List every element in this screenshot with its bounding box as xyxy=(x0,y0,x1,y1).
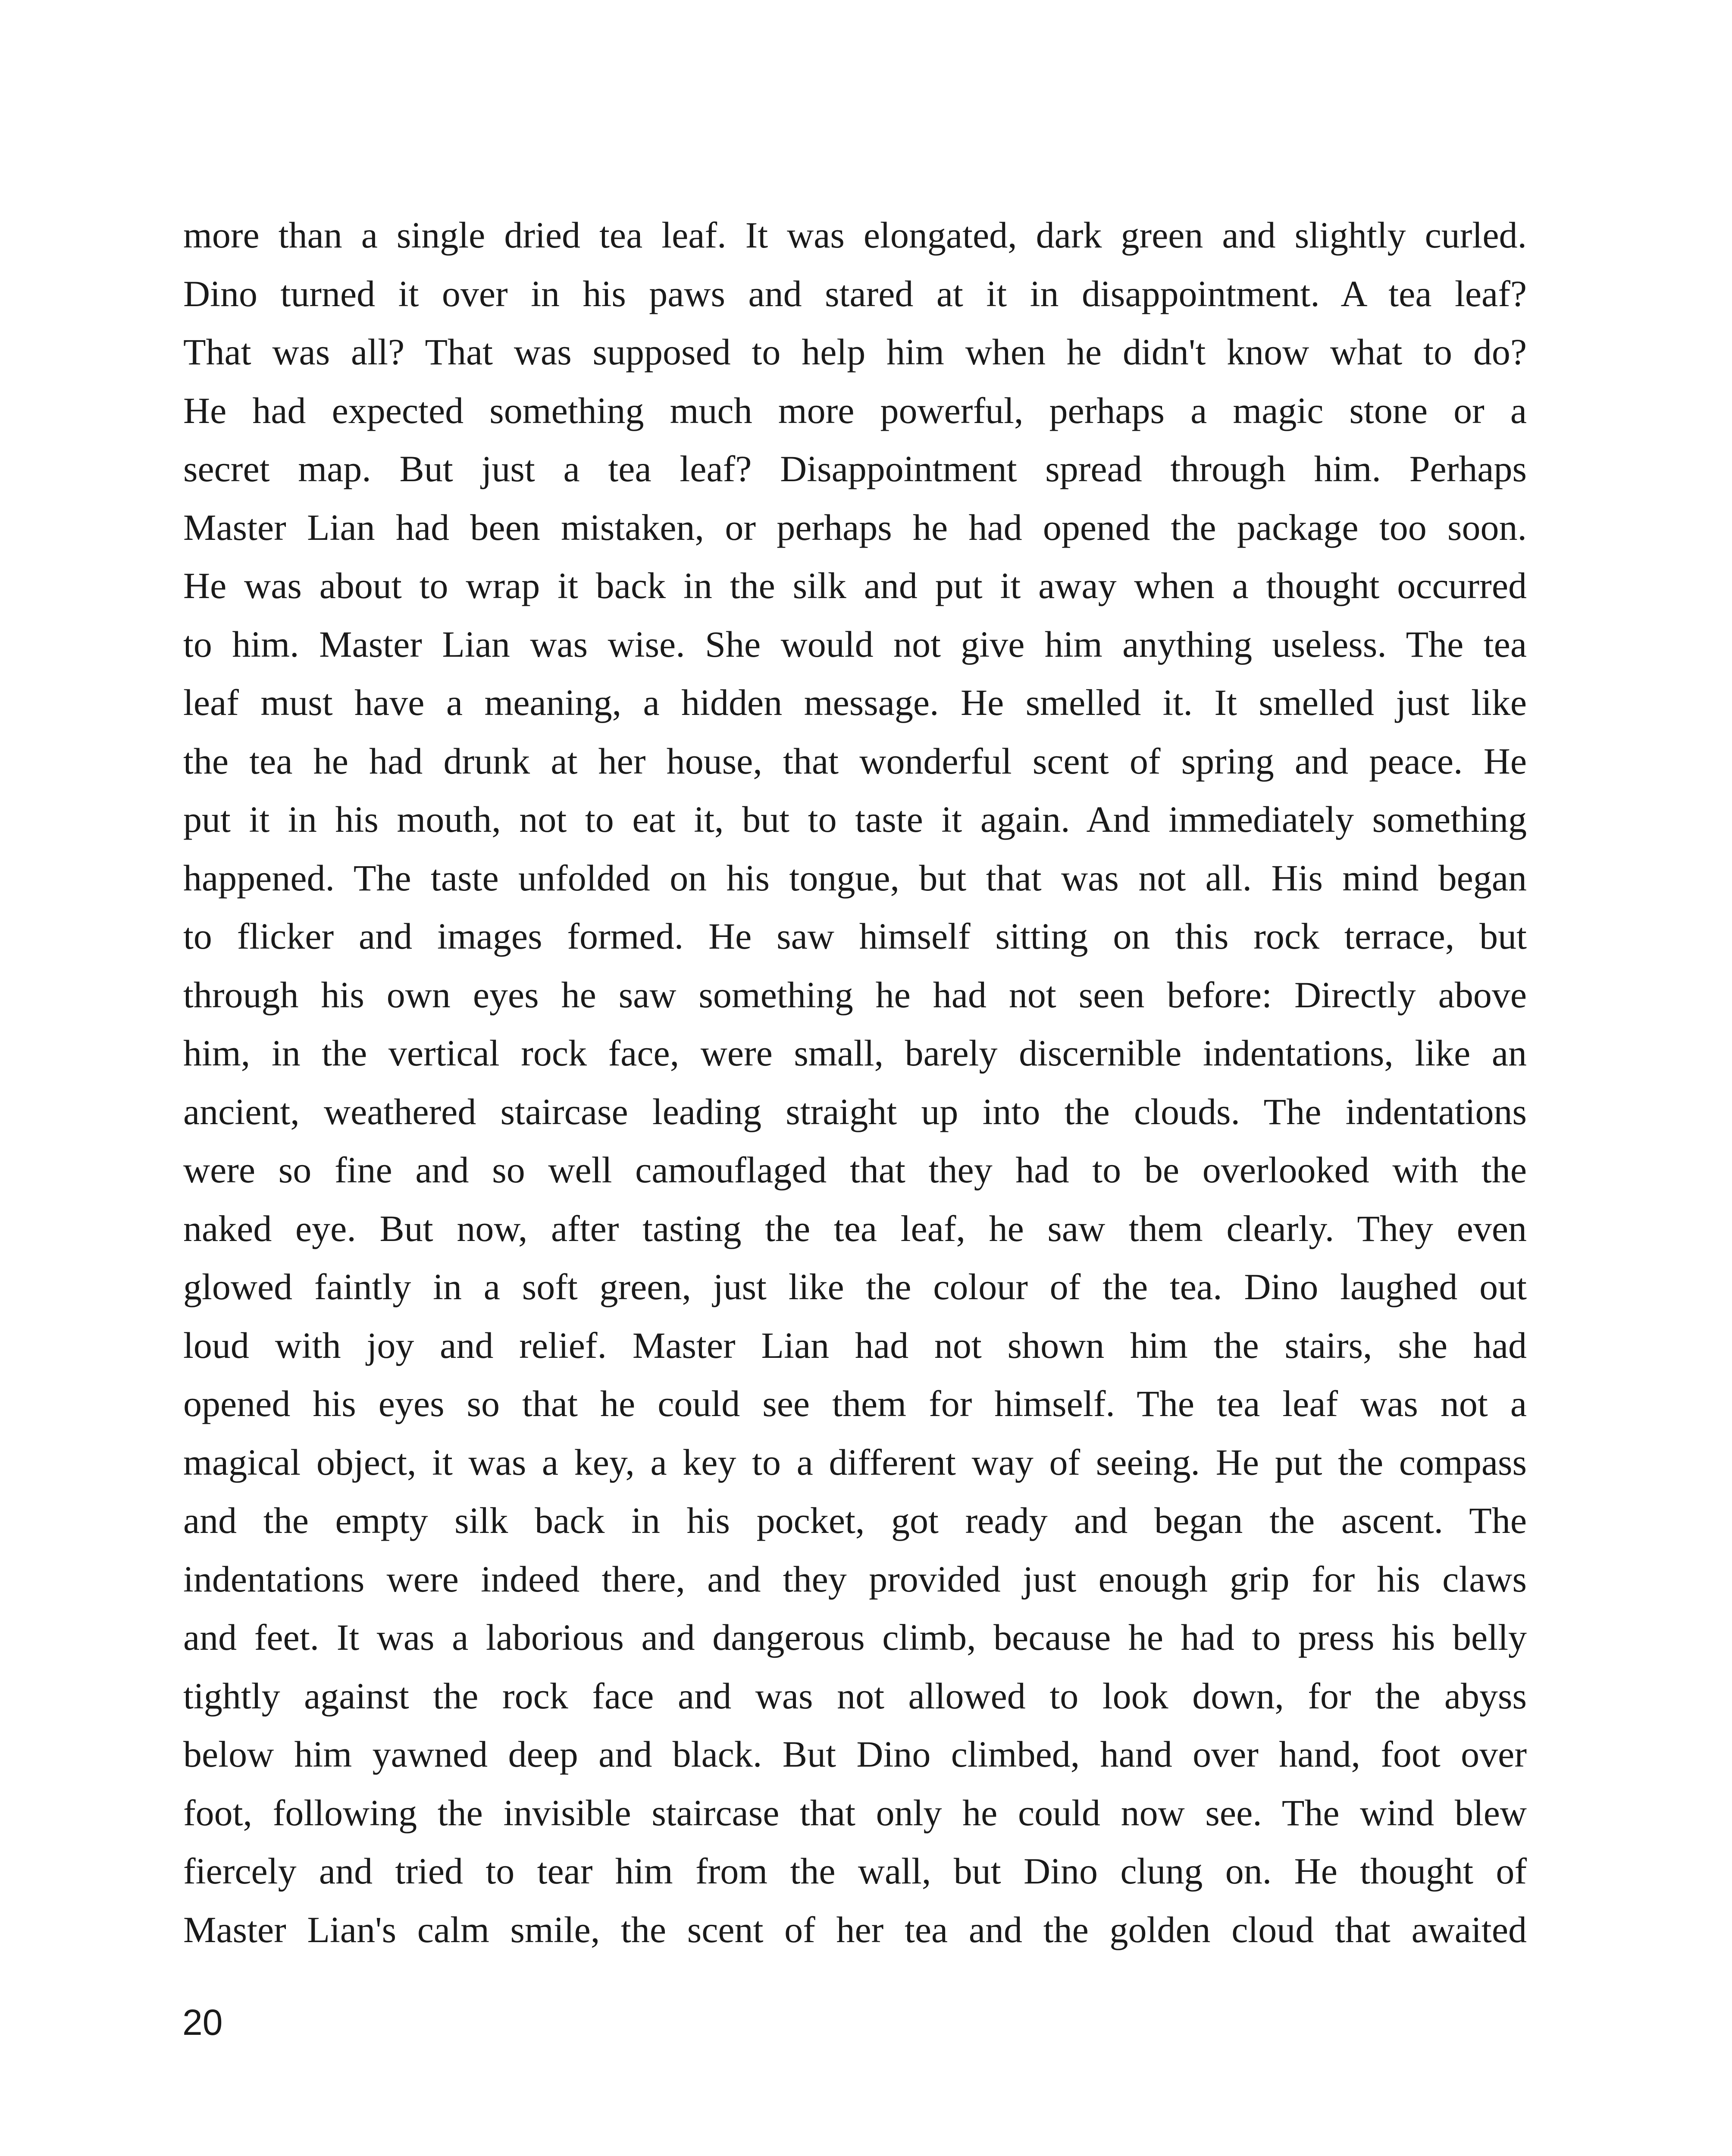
text-line: ancient, weathered staircase leading straight up into the clouds. The indentations xyxy=(183,1091,1527,1132)
text-line: through his own eyes he saw something he had not seen before: Directly above xyxy=(183,974,1527,1015)
text-line: fiercely and tried to tear him from the wall, but Dino clung on. He thought of xyxy=(183,1850,1527,1892)
text-line: to flicker and images formed. He saw himself sitting on this rock terrace, but xyxy=(183,915,1527,957)
text-line: secret map. But just a tea leaf? Disappointment spread through him. Perhaps xyxy=(183,448,1527,489)
text-line: opened his eyes so that he could see them for himself. The tea leaf was not a xyxy=(183,1383,1527,1424)
text-line: Dino turned it over in his paws and stared at it in disappointment. A tea leaf? xyxy=(183,273,1527,314)
text-line: below him yawned deep and black. But Dino climbed, hand over hand, foot over xyxy=(183,1733,1527,1775)
text-line: He had expected something much more powerful, perhaps a magic stone or a xyxy=(183,389,1527,431)
text-line: loud with joy and relief. Master Lian had not shown him the stairs, she had xyxy=(183,1324,1527,1366)
text-line: Master Lian's calm smile, the scent of her tea and the golden cloud that awaited xyxy=(183,1908,1527,1950)
text-line: naked eye. But now, after tasting the tea leaf, he saw them clearly. They even xyxy=(183,1207,1527,1249)
text-line: put it in his mouth, not to eat it, but to taste it again. And immediately something xyxy=(183,799,1527,840)
text-line: tightly against the rock face and was not allowed to look down, for the abyss xyxy=(183,1675,1527,1717)
text-line: were so fine and so well camouflaged that they had to be overlooked with the xyxy=(183,1149,1527,1191)
text-line: the tea he had drunk at her house, that wonderful scent of spring and peace. He xyxy=(183,740,1527,782)
text-line: more than a single dried tea leaf. It was elongated, dark green and slightly curled. xyxy=(183,214,1527,256)
text-line: He was about to wrap it back in the silk and put it away when a thought occurred xyxy=(183,565,1527,606)
text-line: Master Lian had been mistaken, or perhaps he had opened the package too soon. xyxy=(183,506,1527,548)
text-line: happened. The taste unfolded on his tongue, but that was not all. His mind began xyxy=(183,857,1527,899)
text-line: magical object, it was a key, a key to a different way of seeing. He put the compass xyxy=(183,1441,1527,1483)
text-line: indentations were indeed there, and they provided just enough grip for his claws xyxy=(183,1558,1527,1600)
text-line: and the empty silk back in his pocket, got ready and began the ascent. The xyxy=(183,1500,1527,1541)
text-line: That was all? That was supposed to help him when he didn't know what to do? xyxy=(183,331,1527,373)
text-line: to him. Master Lian was wise. She would not give him anything useless. The tea xyxy=(183,623,1527,665)
text-line: and feet. It was a laborious and dangerous climb, because he had to press his belly xyxy=(183,1617,1527,1658)
text-line: him, in the vertical rock face, were small, barely discernible indentations, like an xyxy=(183,1032,1527,1074)
text-line: foot, following the invisible staircase that only he could now see. The wind blew xyxy=(183,1792,1527,1833)
page-number: 20 xyxy=(182,2002,223,2043)
body-text xyxy=(183,206,1527,1959)
text-line: glowed faintly in a soft green, just like the colour of the tea. Dino laughed out xyxy=(183,1266,1527,1307)
text-line: leaf must have a meaning, a hidden message. He smelled it. It smelled just like xyxy=(183,682,1527,723)
